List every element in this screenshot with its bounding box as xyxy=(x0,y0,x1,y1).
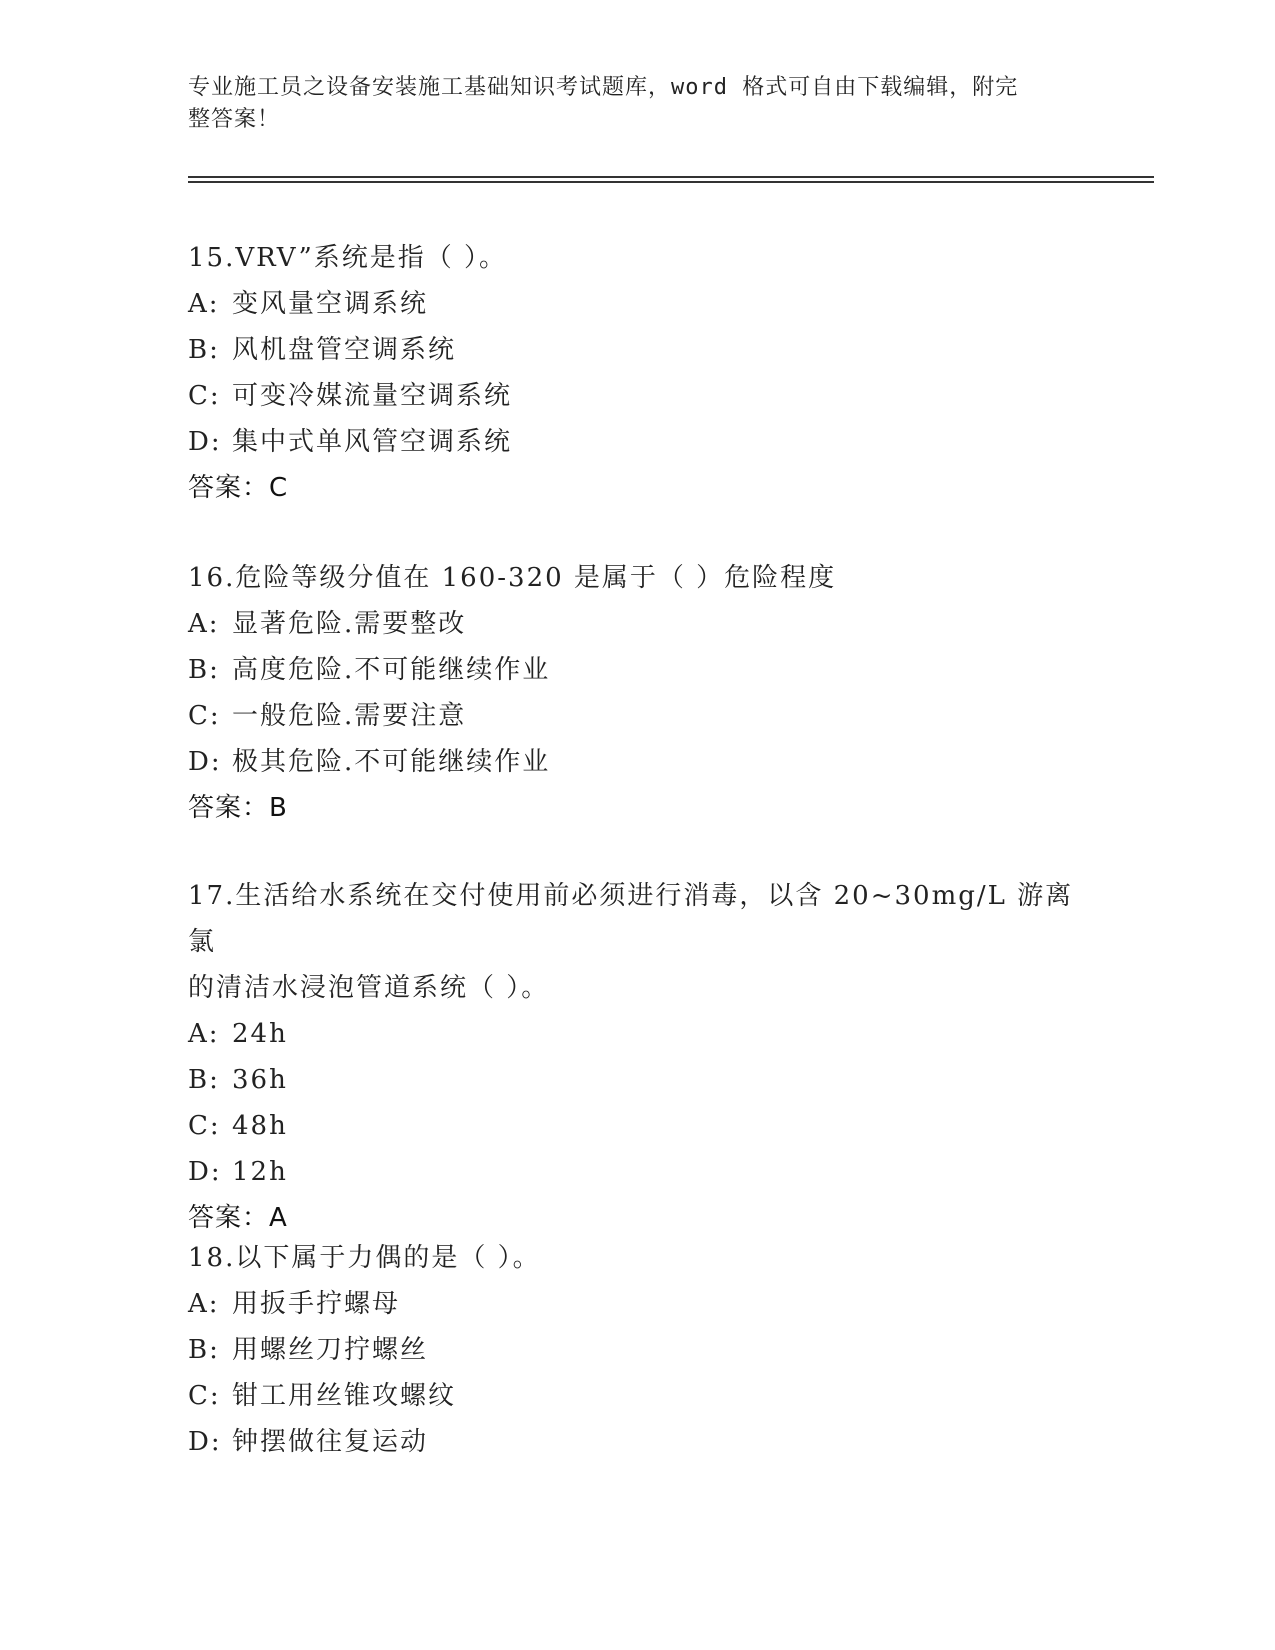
option-d xyxy=(188,419,1088,465)
option-letter: D: xyxy=(188,747,222,777)
question-stem: 15.VRV”系统是指（ ）。 xyxy=(188,243,508,273)
option-text: 风机盘管空调系统 xyxy=(232,335,457,365)
option-letter: A: xyxy=(188,289,220,319)
option-letter: C: xyxy=(188,1111,221,1141)
option-text: 48h xyxy=(232,1111,288,1141)
option-letter: A: xyxy=(188,1019,220,1049)
option-text: 变风量空调系统 xyxy=(232,289,429,319)
option-a xyxy=(188,1281,1088,1327)
question-18 xyxy=(188,1235,1088,1465)
answer-label: 答案：B xyxy=(188,793,288,823)
option-text: 集中式单风管空调系统 xyxy=(232,427,513,457)
option-text: 36h xyxy=(232,1065,288,1095)
option-c xyxy=(188,373,1088,419)
option-d xyxy=(188,1419,1088,1465)
question-16 xyxy=(188,555,1088,831)
question-stem: 18.以下属于力偶的是（ ）。 xyxy=(188,1243,541,1273)
option-text: 钟摆做往复运动 xyxy=(232,1427,429,1457)
option-letter: B: xyxy=(188,335,220,365)
option-text: 24h xyxy=(232,1019,288,1049)
header-line-1: 专业施工员之设备安装施工基础知识考试题库，word 格式可自由下载编辑，附完 xyxy=(188,75,1019,100)
option-a xyxy=(188,281,1088,327)
header-divider-bottom xyxy=(188,181,1154,183)
option-text: 用螺丝刀拧螺丝 xyxy=(232,1335,429,1365)
option-text: 显著危险.需要整改 xyxy=(232,609,467,639)
option-d xyxy=(188,739,1088,785)
question-stem: 16.危险等级分值在 160-320 是属于（ ）危险程度 xyxy=(188,563,837,593)
question-15 xyxy=(188,235,1088,511)
option-letter: B: xyxy=(188,1065,220,1095)
option-text: 钳工用丝锥攻螺纹 xyxy=(232,1381,457,1411)
option-d xyxy=(188,1149,1088,1195)
option-letter: A: xyxy=(188,1289,220,1319)
question-17 xyxy=(188,873,1088,1241)
option-letter: C: xyxy=(188,701,221,731)
option-c xyxy=(188,1373,1088,1419)
option-letter: D: xyxy=(188,427,222,457)
option-a xyxy=(188,1011,1088,1057)
option-letter: B: xyxy=(188,1335,220,1365)
question-stem-line-1: 17.生活给水系统在交付使用前必须进行消毒，以含 20~30mg/L 游离氯 xyxy=(188,881,1074,957)
answer-label: 答案：A xyxy=(188,1203,288,1233)
document-header xyxy=(188,72,1068,136)
option-b xyxy=(188,1327,1088,1373)
option-letter: C: xyxy=(188,1381,221,1411)
option-letter: D: xyxy=(188,1157,222,1187)
option-text: 可变冷媒流量空调系统 xyxy=(232,381,513,411)
option-text: 高度危险.不可能继续作业 xyxy=(232,655,551,685)
option-letter: A: xyxy=(188,609,220,639)
option-text: 12h xyxy=(232,1157,288,1187)
option-text: 一般危险.需要注意 xyxy=(232,701,467,731)
header-divider-top xyxy=(188,176,1154,178)
option-text: 用扳手拧螺母 xyxy=(232,1289,401,1319)
option-b xyxy=(188,1057,1088,1103)
question-stem-line-2: 的清洁水浸泡管道系统（ ）。 xyxy=(188,973,550,1003)
option-b xyxy=(188,647,1088,693)
option-c xyxy=(188,693,1088,739)
option-c xyxy=(188,1103,1088,1149)
option-text: 极其危险.不可能继续作业 xyxy=(232,747,551,777)
option-letter: C: xyxy=(188,381,221,411)
option-b xyxy=(188,327,1088,373)
option-a xyxy=(188,601,1088,647)
option-letter: B: xyxy=(188,655,220,685)
option-letter: D: xyxy=(188,1427,222,1457)
answer-label: 答案：C xyxy=(188,473,289,503)
header-line-2: 整答案！ xyxy=(188,107,281,132)
